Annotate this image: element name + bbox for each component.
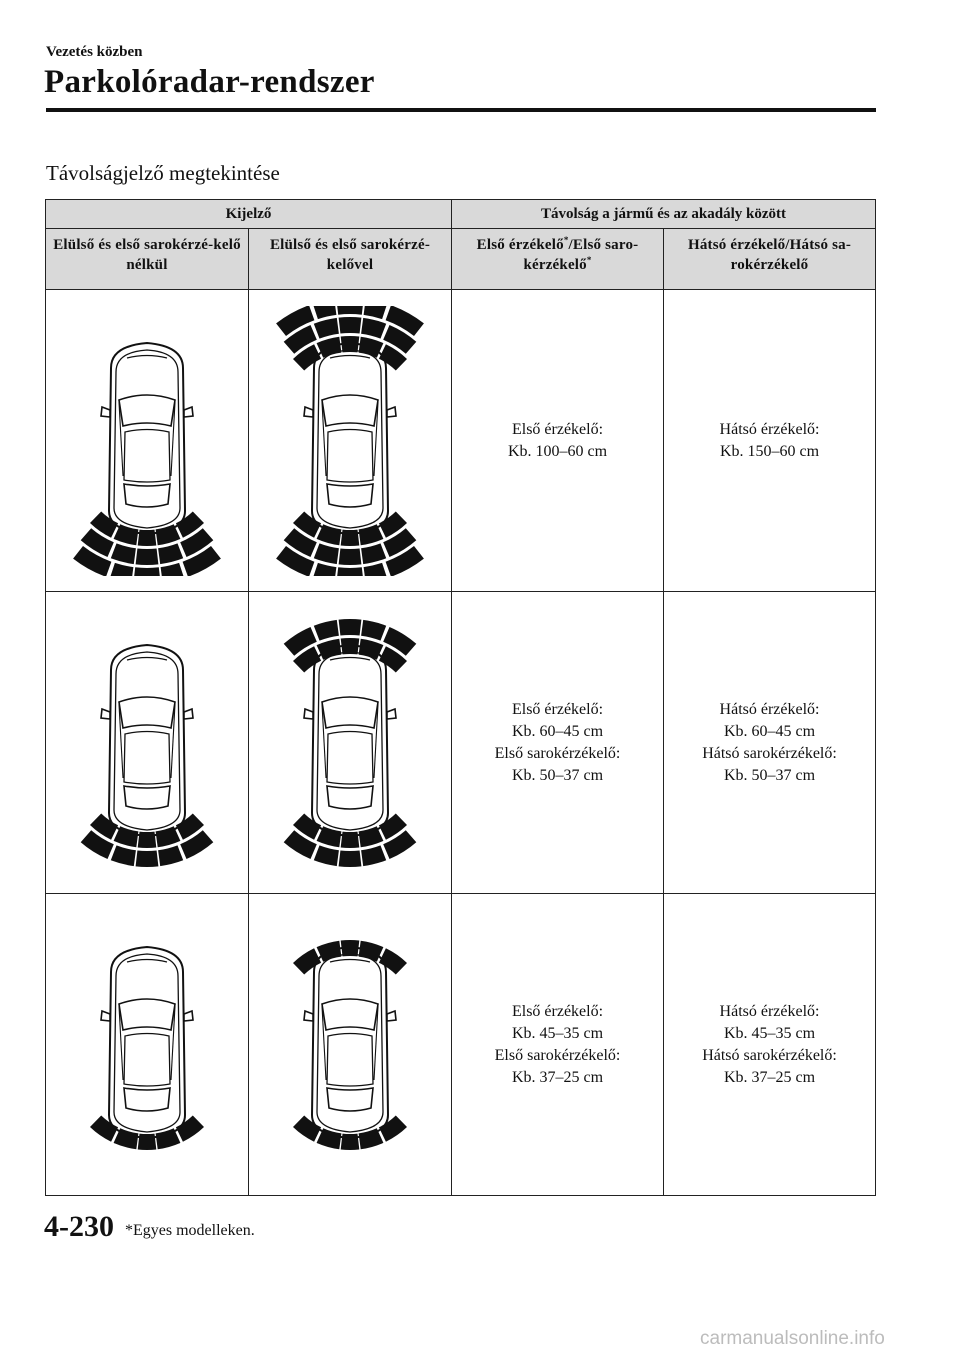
display-without-front [46,290,249,592]
table-row [46,894,876,1196]
car-body [304,645,396,836]
display-with-front [249,894,452,1196]
table-row [46,290,876,592]
sensor-zone-arc [364,306,388,319]
subtitle: Távolságjelző megtekintése [46,161,280,185]
sensor-zone-arc [336,306,363,315]
sensor-zone-arc [314,317,339,338]
sensor-zone-arc [313,562,337,575]
sensor-zone-arc [341,939,360,955]
sensor-zone-arc [314,543,339,564]
watermark: carmanualsonline.info [700,1328,885,1349]
sensor-zone-arc [361,845,386,866]
sensor-zone-arc [341,637,360,653]
car-front-rear-zones-icon [270,608,430,878]
sensor-zone-arc [361,543,386,564]
display-without-front [46,592,249,894]
car-body [101,645,193,836]
table-row [46,592,876,894]
section-label: Vezetés közben [46,44,143,60]
sensor-zone-arc [341,335,360,351]
header-front-sensor: Első érzékelő*/Első saro-kérzékelő* [452,229,664,290]
display-with-front [249,290,452,592]
sensor-zone-arc [158,845,183,866]
front-sensor-distance: Első érzékelő: Kb. 60–45 cm Első sarokérzékelő: Kb. 50–37 cm [452,592,664,894]
footnote: *Egyes modelleken. [125,1222,255,1239]
sensor-zone-arc [136,850,159,867]
sensor-zone-arc [314,619,339,640]
sensor-zone-arc [314,845,339,866]
car-body [101,947,193,1138]
sensor-zone-arc [136,548,159,565]
sensor-zone-arc [313,306,337,319]
page-number: 4-230 [44,1210,114,1243]
sensor-zone-arc [336,567,363,576]
sensor-zone-arc [158,543,183,564]
car-front-rear-zones-icon [270,910,430,1180]
car-body [101,343,193,534]
display-without-front [46,894,249,1196]
rear-sensor-distance: Hátsó érzékelő: Kb. 60–45 cm Hátsó sarokérzékelő: Kb. 50–37 cm [664,592,876,894]
car-rear-zones-icon [67,306,227,576]
title-rule [46,108,876,112]
sensor-zone-arc [341,831,360,847]
car-front-rear-zones-icon [270,306,430,576]
sensor-zone-arc [361,619,386,640]
display-with-front [249,592,452,894]
car-body [304,947,396,1138]
front-sensor-distance: Első érzékelő: Kb. 100–60 cm [452,290,664,592]
sensor-zone-arc [339,548,362,565]
sensor-zone-arc [110,562,133,575]
distance-table [45,199,876,1196]
sensor-zone-arc [364,562,388,575]
front-sensor-distance: Első érzékelő: Kb. 45–35 cm Első sarokérzékelő: Kb. 37–25 cm [452,894,664,1196]
car-rear-zones-icon [67,608,227,878]
sensor-zone-arc [138,831,157,847]
sensor-zone-arc [339,316,362,333]
page-title: Parkolóradar-rendszer [44,64,375,100]
sensor-zone-arc [133,567,160,576]
sensor-zone-arc [161,562,185,575]
sensor-zone-arc [138,1133,157,1149]
car-body [304,343,396,534]
sensor-zone-arc [339,618,362,635]
sensor-zone-arc [361,317,386,338]
header-distance: Távolság a jármű és az akadály között [452,200,876,229]
sensor-zone-arc [339,850,362,867]
header-with-front: Elülső és első sarokérzé-kelővel [249,229,452,290]
rear-sensor-distance: Hátsó érzékelő: Kb. 45–35 cm Hátsó sarokérzékelő: Kb. 37–25 cm [664,894,876,1196]
sensor-zone-arc [111,543,136,564]
rear-sensor-distance: Hátsó érzékelő: Kb. 150–60 cm [664,290,876,592]
sensor-zone-arc [341,1133,360,1149]
car-rear-zones-icon [67,910,227,1180]
header-without-front: Elülső és első sarokérzé-kelő nélkül [46,229,249,290]
header-display: Kijelző [46,200,452,229]
sensor-zone-arc [138,529,157,545]
sensor-zone-arc [341,529,360,545]
header-rear-sensor: Hátsó érzékelő/Hátsó sa-rokérzékelő [664,229,876,290]
sensor-zone-arc [111,845,136,866]
